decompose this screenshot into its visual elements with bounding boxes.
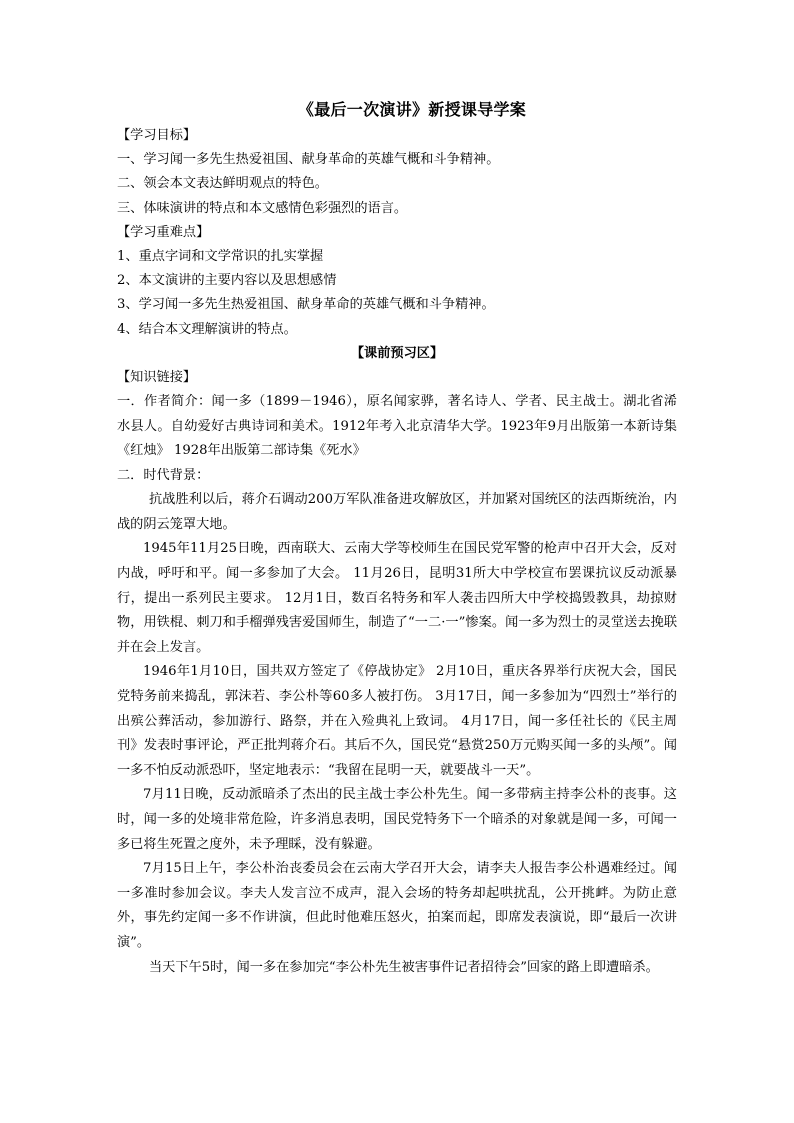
preview-heading: 【课前预习区】 — [350, 345, 444, 361]
objective-item: 一、学习闻一多先生热爱祖国、献身革命的英雄气概和斗争精神。 — [117, 152, 500, 168]
key-points-heading: 【学习重难点】 — [117, 224, 210, 240]
background-heading: 二．时代背景： — [117, 468, 210, 484]
background-paragraph: 7月11日晚，反动派暗杀了杰出的民主战士李公朴先生。闻一多带病主持李公朴的丧事。这时，闻一多的处境非常危险，许多消息表明，国民党特务下一个暗杀的对象就是闻一多，可闻一多已将生死置之度外，未予理睬，没有躲避。 — [117, 787, 677, 852]
key-point-item: 3、学习闻一多先生热爱祖国、献身革命的英雄气概和斗争精神。 — [117, 297, 495, 313]
background-paragraph: 抗战胜利以后，蒋介石调动200万军队准备进攻解放区，并加紧对国统区的法西斯统治，内战的阴云笼罩大地。 — [117, 492, 677, 532]
knowledge-heading: 【知识链接】 — [117, 370, 197, 386]
key-point-item: 2、本文演讲的主要内容以及思想感情 — [117, 273, 337, 289]
background-paragraph: 7月15日上午，李公朴治丧委员会在云南大学召开大会，请李夫人报告李公朴遇难经过。闻一多准时参加会议。李夫人发言泣不成声，混入会场的特务却起哄扰乱，公开挑衅。为防止意外，事先约定闻一多不作讲演，但此时他难压怒火，拍案而起，即席发表演说，即“最后一次讲演”。 — [117, 861, 677, 950]
background-paragraph: 1946年1月10日，国共双方签定了《停战协定》 2月10日，重庆各界举行庆祝大会，国民党特务前来捣乱，郭沫若、李公朴等60多人被打伤。 3月17日，闻一多参加为“四烈士”举行的出殡公葬活动，参加游行、路祭，并在入殓典礼上致词。 4月17日，闻一多任社长的《民主周刊》发表时事评论，严正批判蒋介石。其后不久，国民党“悬赏250万元购买闻一多的头颅”。闻一多不怕反动派恐吓，坚定地表示：“我留在昆明一天，就要战斗一天”。 — [117, 664, 677, 778]
background-paragraph: 1945年11月25日晚，西南联大、云南大学等校师生在国民党军警的枪声中召开大会，反对内战，呼吁和平。闻一多参加了大会。 11月26日，昆明31所大中学校宣布罢课抗议反动派暴行，提出一系列民主要求。 12月1日，数百名特务和军人袭击四所大中学校捣毁教具，劫掠财物，用铁棍、刺刀和手榴弹残害爱国师生，制造了“一二·一”惨案。闻一多为烈士的灵堂送去挽联并在会上发言。 — [117, 541, 677, 655]
background-paragraph: 当天下午5时，闻一多在参加完“李公朴先生被害事件记者招待会”回家的路上即遭暗杀。 — [149, 959, 659, 975]
document-title: 《最后一次演讲》新授课导学案 — [297, 100, 527, 119]
document-content — [117, 98, 677, 980]
objective-item: 二、领会本文表达鲜明观点的特色。 — [117, 176, 328, 192]
key-point-item: 4、结合本文理解演讲的特点。 — [117, 321, 297, 337]
key-point-item: 1、重点字词和文学常识的扎实掌握 — [117, 249, 324, 265]
objective-item: 三、体味演讲的特点和本文感情色彩强烈的语言。 — [117, 200, 408, 216]
author-intro: 一．作者简介：闻一多（1899－1946），原名闻家骅，著名诗人、学者、民主战士。湖北省浠水县人。自幼爱好古典诗词和美术。1912年考入北京清华大学。1923年9月出版第一本新诗集《红烛》 1928年出版第二部诗集《死水》 — [117, 394, 677, 459]
objectives-heading: 【学习目标】 — [117, 128, 197, 143]
